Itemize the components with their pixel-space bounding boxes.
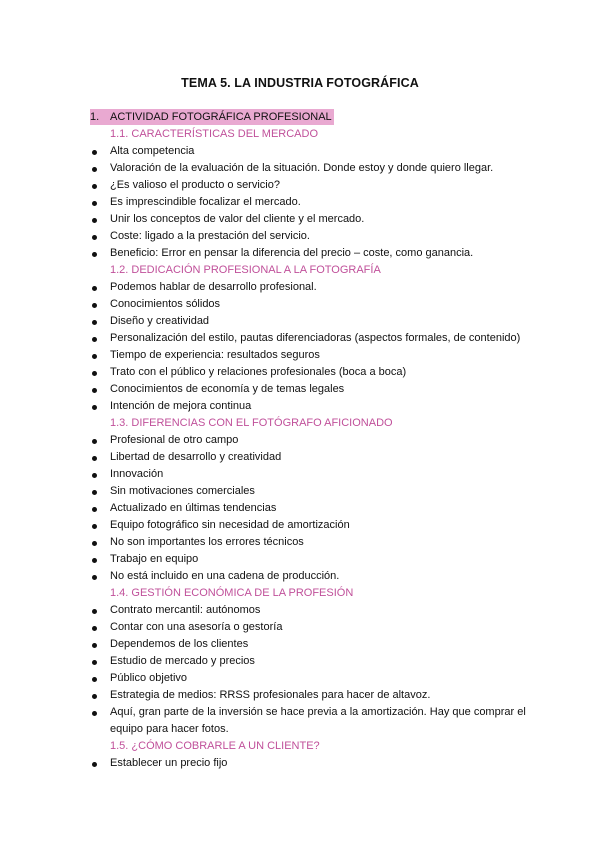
list-item-text: Contar con una asesoría o gestoría	[110, 621, 283, 633]
list-item-text: Unir los conceptos de valor del cliente y el mercado.	[110, 213, 365, 225]
list-item-text: Sin motivaciones comerciales	[110, 485, 255, 497]
subsection-heading: 1.1. CARACTERÍSTICAS DEL MERCADO	[110, 128, 319, 140]
list-item-text: Libertad de desarrollo y creatividad	[110, 451, 282, 463]
list-item	[0, 381, 600, 398]
list-item	[0, 211, 600, 228]
list-item	[0, 500, 600, 517]
bullet-icon	[92, 252, 97, 257]
bullet-icon	[92, 626, 97, 631]
list-item	[0, 228, 600, 245]
list-item	[0, 602, 600, 619]
bullet-icon	[92, 660, 97, 665]
list-item	[0, 296, 600, 313]
bullet-icon	[92, 150, 97, 155]
bullet-icon	[92, 286, 97, 291]
list-item	[0, 143, 600, 160]
list-item-text: Es imprescindible focalizar el mercado.	[110, 196, 301, 208]
section-label: ACTIVIDAD FOTOGRÁFICA PROFESIONAL	[110, 111, 332, 123]
subsection-heading: 1.3. DIFERENCIAS CON EL FOTÓGRAFO AFICIONADO	[110, 417, 393, 429]
list-item-text: Intención de mejora continua	[110, 400, 252, 412]
bullet-icon	[92, 456, 97, 461]
bullet-icon	[92, 558, 97, 563]
list-item	[0, 619, 600, 636]
bullet-icon	[92, 388, 97, 393]
list-item	[0, 653, 600, 670]
list-item-text: Profesional de otro campo	[110, 434, 239, 446]
bullet-icon	[92, 405, 97, 410]
list-item-text: Beneficio: Error en pensar la diferencia del precio – coste, como ganancia.	[110, 247, 474, 259]
bullet-icon	[92, 303, 97, 308]
bullet-icon	[92, 473, 97, 478]
bullet-icon	[92, 541, 97, 546]
list-item	[0, 245, 600, 262]
list-item-text: Trabajo en equipo	[110, 553, 199, 565]
subsection-heading: 1.2. DEDICACIÓN PROFESIONAL A LA FOTOGRAFÍA	[110, 264, 381, 276]
list-item-text: ¿Es valioso el producto o servicio?	[110, 179, 280, 191]
list-item-text: Dependemos de los clientes	[110, 638, 249, 650]
list-item-text: Público objetivo	[110, 672, 188, 684]
list-item-text: Estudio de mercado y precios	[110, 655, 255, 667]
bullet-icon	[92, 575, 97, 580]
document-title: TEMA 5. LA INDUSTRIA FOTOGRÁFICA	[181, 76, 419, 90]
bullet-icon	[92, 337, 97, 342]
list-item	[0, 313, 600, 330]
list-item-text: Aquí, gran parte de la inversión se hace previa a la amortización. Hay que comprar el equipo para hacer fotos.	[110, 706, 526, 735]
bullet-icon	[92, 218, 97, 223]
bullet-icon	[92, 371, 97, 376]
list-item	[0, 398, 600, 415]
list-item-text: Diseño y creatividad	[110, 315, 210, 327]
bullet-icon	[92, 609, 97, 614]
list-item	[0, 670, 600, 687]
subsection-heading: 1.4. GESTIÓN ECONÓMICA DE LA PROFESIÓN	[110, 587, 354, 599]
list-item	[0, 517, 600, 534]
list-item	[0, 687, 600, 704]
list-item-text: Estrategia de medios: RRSS profesionales para hacer de altavoz.	[110, 689, 431, 701]
list-item-text: Equipo fotográfico sin necesidad de amortización	[110, 519, 350, 531]
bullet-icon	[92, 507, 97, 512]
bullet-icon	[92, 677, 97, 682]
bullet-icon	[92, 167, 97, 172]
list-item-text: Podemos hablar de desarrollo profesional.	[110, 281, 317, 293]
list-item-text: Conocimientos de economía y de temas legales	[110, 383, 345, 395]
list-item-text: Alta competencia	[110, 145, 195, 157]
bullet-icon	[92, 711, 97, 716]
bullet-icon	[92, 524, 97, 529]
list-item-text: Actualizado en últimas tendencias	[110, 502, 277, 514]
list-item	[0, 534, 600, 551]
list-item	[0, 704, 600, 738]
subsection-heading: 1.5. ¿CÓMO COBRARLE A UN CLIENTE?	[110, 740, 320, 752]
bullet-icon	[92, 439, 97, 444]
bullet-icon	[92, 201, 97, 206]
list-item	[0, 194, 600, 211]
list-item	[0, 636, 600, 653]
list-item-text: Personalización del estilo, pautas diferenciadoras (aspectos formales, de contenido)	[110, 332, 521, 344]
list-item	[0, 483, 600, 500]
list-item	[0, 160, 600, 177]
list-item-text: Trato con el público y relaciones profesionales (boca a boca)	[110, 366, 407, 378]
list-item-text: No son importantes los errores técnicos	[110, 536, 304, 548]
list-item	[0, 568, 600, 585]
list-item-text: Contrato mercantil: autónomos	[110, 604, 261, 616]
list-item	[0, 279, 600, 296]
bullet-icon	[92, 643, 97, 648]
bullet-icon	[92, 354, 97, 359]
list-item-text: Innovación	[110, 468, 164, 480]
list-item	[0, 330, 600, 347]
list-item-text: No está incluido en una cadena de producción.	[110, 570, 340, 582]
list-item	[0, 364, 600, 381]
list-item-text: Valoración de la evaluación de la situación. Donde estoy y donde quiero llegar.	[110, 162, 494, 174]
bullet-icon	[92, 694, 97, 699]
section-number: 1.	[90, 111, 100, 123]
list-item	[0, 449, 600, 466]
list-item-text: Coste: ligado a la prestación del servicio.	[110, 230, 310, 242]
list-item	[0, 466, 600, 483]
section-heading-highlighted	[90, 109, 334, 125]
bullet-icon	[92, 235, 97, 240]
list-item-text: Tiempo de experiencia: resultados seguros	[110, 349, 320, 361]
bullet-icon	[92, 762, 97, 767]
list-item-text: Establecer un precio fijo	[110, 757, 228, 769]
list-item	[0, 755, 600, 772]
list-item	[0, 177, 600, 194]
bullet-icon	[92, 320, 97, 325]
document-body	[0, 126, 600, 772]
list-item-text: Conocimientos sólidos	[110, 298, 221, 310]
list-item	[0, 432, 600, 449]
bullet-icon	[92, 490, 97, 495]
list-item	[0, 551, 600, 568]
bullet-icon	[92, 184, 97, 189]
list-item	[0, 347, 600, 364]
